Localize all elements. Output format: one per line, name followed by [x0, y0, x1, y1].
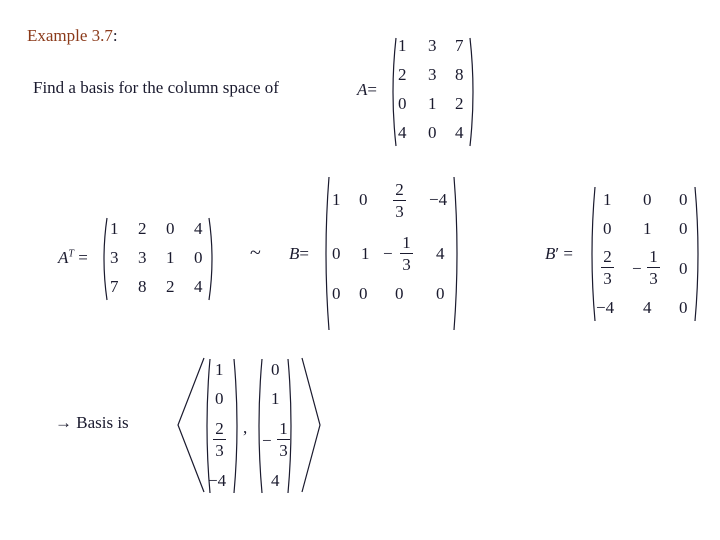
matrix-a-cell: 3 — [428, 36, 437, 55]
matrix-bprime-prime: ′ — [555, 244, 560, 263]
matrix-at-right-bracket — [207, 217, 217, 301]
fraction-denominator: 3 — [395, 202, 404, 221]
matrix-b-left-bracket — [321, 176, 331, 331]
matrix-at-cell: 7 — [110, 277, 119, 296]
arrow-icon: → — [55, 413, 72, 432]
fraction-denominator: 3 — [603, 269, 612, 288]
matrix-b-cell: 0 — [395, 284, 404, 303]
matrix-at-cell: 8 — [138, 277, 147, 296]
matrix-a-left-bracket — [388, 37, 398, 147]
basis-right-angle-bracket — [298, 356, 324, 494]
fraction-bar — [647, 267, 660, 268]
matrix-bprime-cell: 4 — [643, 298, 652, 317]
matrix-b-cell: 1 — [332, 190, 341, 209]
matrix-b-equals: = — [299, 244, 309, 263]
fraction-denominator: 3 — [402, 255, 411, 274]
vector1-right-bracket — [232, 358, 242, 494]
matrix-b-fraction — [393, 180, 406, 221]
matrix-a-cell: 2 — [398, 65, 407, 84]
fraction-numerator: 2 — [215, 419, 224, 438]
matrix-at-cell: 1 — [166, 248, 175, 267]
fraction-denominator: 3 — [215, 441, 224, 460]
matrix-bprime-cell: 0 — [679, 259, 688, 278]
matrix-bprime-cell: 1 — [643, 219, 652, 238]
matrix-a-cell: 8 — [455, 65, 464, 84]
vector1-entry: 0 — [215, 389, 224, 408]
matrix-b-right-bracket — [452, 176, 462, 331]
vector1-entry: −4 — [208, 471, 227, 490]
basis-comma: , — [243, 418, 248, 437]
matrix-b-cell: 0 — [436, 284, 445, 303]
fraction-numerator: 2 — [603, 247, 612, 266]
matrix-at-cell: 4 — [194, 277, 203, 296]
matrix-a-cell: 2 — [455, 94, 464, 113]
matrix-b-label — [289, 244, 309, 264]
basis-text: Basis is — [76, 413, 129, 432]
matrix-bprime-cell: 1 — [603, 190, 612, 209]
matrix-at-cell: 2 — [138, 219, 147, 238]
matrix-at-cell: 3 — [110, 248, 119, 267]
matrix-bprime-cell: 0 — [679, 190, 688, 209]
fraction-numerator: 1 — [649, 247, 658, 266]
matrix-a-cell: 4 — [455, 123, 464, 142]
matrix-a-cell: 4 — [398, 123, 407, 142]
matrix-b-minus: − — [383, 244, 393, 263]
fraction-numerator: 1 — [279, 419, 288, 438]
matrix-a-equals: = — [367, 80, 377, 99]
matrix-b-fraction — [400, 233, 413, 274]
fraction-numerator: 1 — [402, 233, 411, 252]
matrix-a-cell: 7 — [455, 36, 464, 55]
vector2-minus: − — [262, 431, 272, 450]
matrix-bprime-cell: −4 — [596, 298, 615, 317]
fraction-bar — [277, 439, 290, 440]
basis-statement — [55, 413, 129, 433]
matrix-at-cell: 3 — [138, 248, 147, 267]
matrix-a-label — [357, 80, 377, 100]
matrix-at-left-bracket — [99, 217, 109, 301]
matrix-at-cell: 2 — [166, 277, 175, 296]
matrix-a-cell: 3 — [428, 65, 437, 84]
matrix-a-letter: A — [357, 80, 368, 99]
matrix-bprime-cell: 0 — [603, 219, 612, 238]
vector2-fraction — [277, 419, 290, 460]
vector2-entry: 4 — [271, 471, 280, 490]
matrix-at-letter: A — [58, 248, 69, 267]
matrix-at-cell: 0 — [166, 219, 175, 238]
example-colon: : — [112, 26, 118, 45]
fraction-numerator: 2 — [395, 180, 404, 199]
matrix-a-right-bracket — [468, 37, 478, 147]
fraction-bar — [213, 439, 226, 440]
matrix-bprime-cell: 0 — [643, 190, 652, 209]
matrix-a-cell: 0 — [398, 94, 407, 113]
vector1-entry: 1 — [215, 360, 224, 379]
matrix-bprime-fraction — [601, 247, 614, 288]
matrix-b-cell: −4 — [429, 190, 448, 209]
matrix-at-cell: 1 — [110, 219, 119, 238]
matrix-b-cell: 0 — [332, 244, 341, 263]
matrix-b-letter: B — [289, 244, 300, 263]
fraction-bar — [601, 267, 614, 268]
vector2-left-bracket — [254, 358, 264, 494]
matrix-a-cell: 1 — [428, 94, 437, 113]
matrix-bprime-minus: − — [632, 259, 642, 278]
matrix-b-cell: 0 — [359, 284, 368, 303]
matrix-bprime-right-bracket — [693, 186, 703, 322]
matrix-b-cell: 0 — [359, 190, 368, 209]
problem-statement: Find a basis for the column space of — [33, 78, 279, 97]
vector2-entry: 0 — [271, 360, 280, 379]
matrix-at-transpose: T — [68, 248, 74, 260]
matrix-at-equals: = — [78, 248, 88, 267]
matrix-bprime-equals: = — [563, 244, 573, 263]
matrix-b-cell: 0 — [332, 284, 341, 303]
matrix-bprime-cell: 0 — [679, 219, 688, 238]
matrix-at-cell: 4 — [194, 219, 203, 238]
fraction-bar — [393, 200, 406, 201]
fraction-bar — [400, 253, 413, 254]
matrix-bprime-letter: B — [545, 244, 556, 263]
example-title — [27, 26, 118, 46]
row-equivalent-symbol: ~ — [250, 242, 261, 264]
fraction-denominator: 3 — [649, 269, 658, 288]
matrix-bprime-fraction — [647, 247, 660, 288]
matrix-bprime-label — [545, 244, 573, 264]
example-label: Example 3.7 — [27, 26, 113, 45]
matrix-a-cell: 0 — [428, 123, 437, 142]
fraction-denominator: 3 — [279, 441, 288, 460]
matrix-bprime-cell: 0 — [679, 298, 688, 317]
matrix-b-cell: 4 — [436, 244, 445, 263]
matrix-at-cell: 0 — [194, 248, 203, 267]
matrix-a-cell: 1 — [398, 36, 407, 55]
vector2-entry: 1 — [271, 389, 280, 408]
vector1-fraction — [213, 419, 226, 460]
matrix-b-cell: 1 — [361, 244, 370, 263]
matrix-at-label — [58, 248, 88, 268]
